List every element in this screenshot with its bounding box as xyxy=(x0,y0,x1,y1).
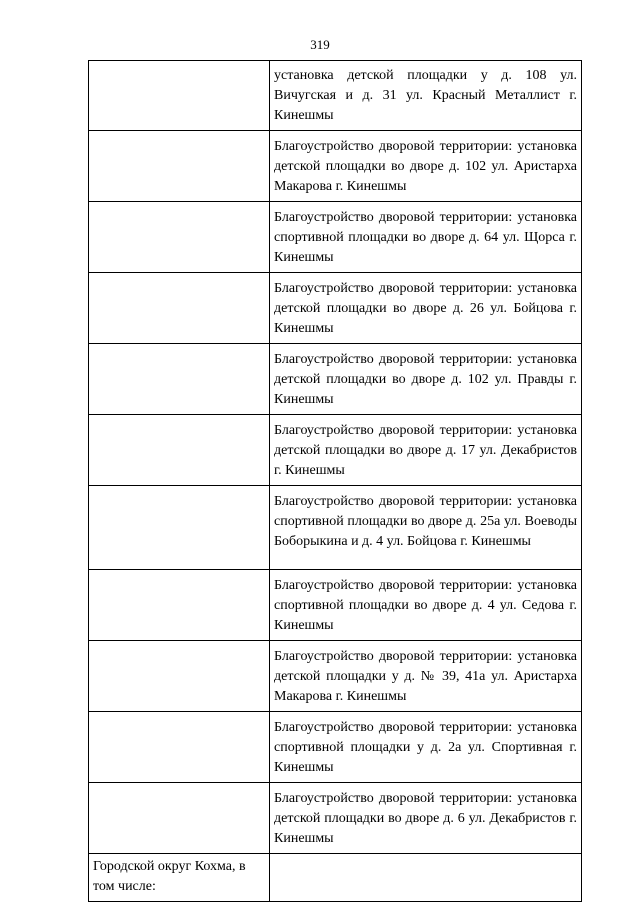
table-cell-left xyxy=(89,131,270,202)
table-cell-right: Благоустройство дворовой территории: установка спортивной площадки у д. 2а ул. Спортивная г. Кинешмы xyxy=(270,712,582,783)
table-row xyxy=(89,486,582,570)
table-cell-left xyxy=(89,273,270,344)
table-row xyxy=(89,783,582,854)
table-cell-left xyxy=(89,202,270,273)
table-cell-right: Благоустройство дворовой территории: установка спортивной площадки во дворе д. 64 ул. Щорса г. Кинешмы xyxy=(270,202,582,273)
table-cell-left xyxy=(89,486,270,570)
table-row xyxy=(89,131,582,202)
table-cell-left xyxy=(89,344,270,415)
table-cell-left: Городской округ Кохма, в том числе: xyxy=(89,854,270,902)
table-row xyxy=(89,202,582,273)
table-row xyxy=(89,415,582,486)
table-cell-left xyxy=(89,641,270,712)
table-row xyxy=(89,61,582,131)
table-row xyxy=(89,712,582,783)
table-cell-left xyxy=(89,61,270,131)
page-number: 319 xyxy=(310,37,330,52)
table-cell-right xyxy=(270,854,582,902)
table-row xyxy=(89,273,582,344)
table-row xyxy=(89,854,582,902)
table-cell-right: Благоустройство дворовой территории: установка детской площадки у д. № 39, 41а ул. Аристарха Макарова г. Кинешмы xyxy=(270,641,582,712)
table-cell-right: Благоустройство дворовой территории: установка детской площадки во дворе д. 17 ул. Декабристов г. Кинешмы xyxy=(270,415,582,486)
table-row xyxy=(89,570,582,641)
table-row xyxy=(89,344,582,415)
table-cell-right: Благоустройство дворовой территории: установка спортивной площадки во дворе д. 4 ул. Седова г. Кинешмы xyxy=(270,570,582,641)
table-cell-right: Благоустройство дворовой территории: установка детской площадки во дворе д. 26 ул. Бойцова г. Кинешмы xyxy=(270,273,582,344)
table-cell-left xyxy=(89,783,270,854)
table-cell-right: Благоустройство дворовой территории: установка детской площадки во дворе д. 102 ул. Правды г. Кинешмы xyxy=(270,344,582,415)
table-cell-right: Благоустройство дворовой территории: установка спортивной площадки во дворе д. 25а ул. Воеводы Боборыкина и д. 4 ул. Бойцова г. Кинешмы xyxy=(270,486,582,570)
table-cell-left xyxy=(89,570,270,641)
table-cell-right: Благоустройство дворовой территории: установка детской площадки во дворе д. 102 ул. Аристарха Макарова г. Кинешмы xyxy=(270,131,582,202)
table-cell-right: установка детской площадки у д. 108 ул. Вичугская и д. 31 ул. Красный Металлист г. Кинешмы xyxy=(270,61,582,131)
table-cell-left xyxy=(89,712,270,783)
table-cell-right: Благоустройство дворовой территории: установка детской площадки во дворе д. 6 ул. Декабристов г. Кинешмы xyxy=(270,783,582,854)
table-row xyxy=(89,641,582,712)
table-cell-left xyxy=(89,415,270,486)
program-table xyxy=(88,60,582,902)
